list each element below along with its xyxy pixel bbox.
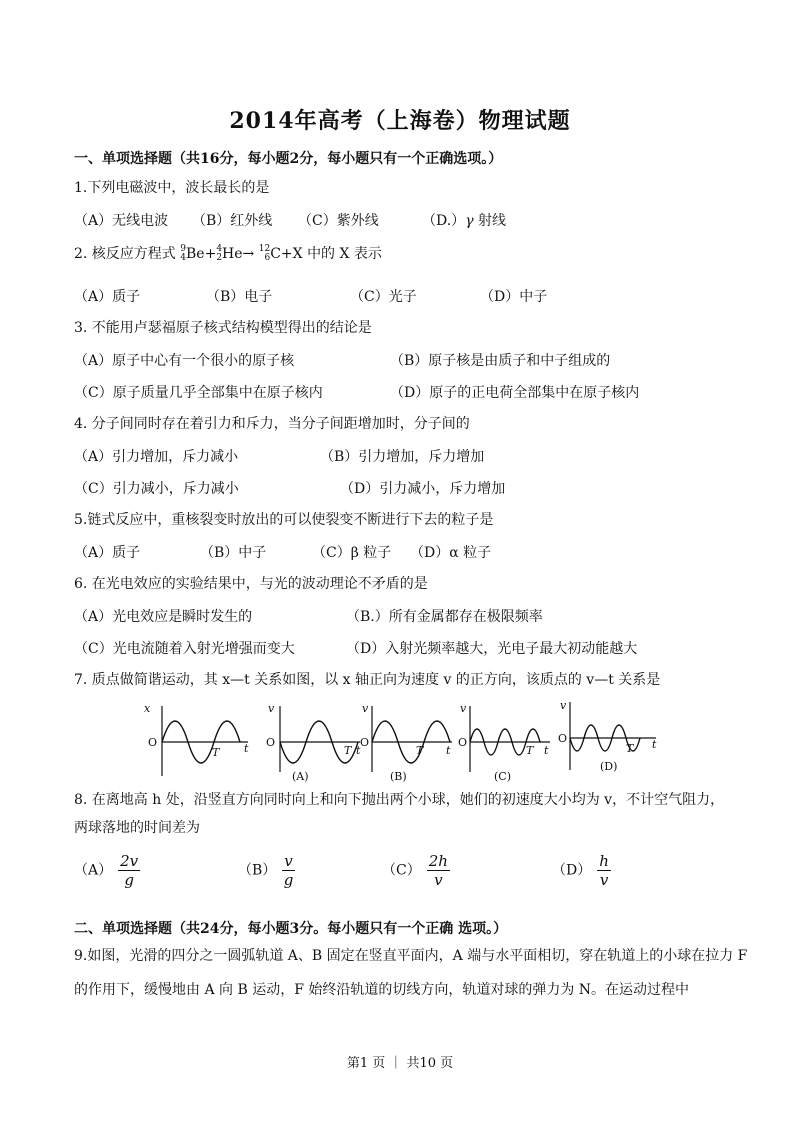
svg-text:O: O — [458, 736, 468, 749]
q7-graph-b — [360, 702, 452, 783]
q8-option-d: （D） $\frac{h}{v}$ — [552, 852, 609, 889]
q5-option-c: （C）β 粒子 — [312, 545, 392, 561]
page-footer: 第1 页 ｜ 共10 页 — [346, 1056, 454, 1071]
page-title: 2014年高考（上海卷）物理试题 — [229, 108, 571, 134]
q3-option-b: （B）原子核是由质子和中子组成的 — [390, 353, 611, 369]
q7-axis-t-label: t — [244, 742, 249, 755]
section-1-heading: 一、单项选择题（共16分，每小题2分，每小题只有一个正确选项。） — [74, 151, 503, 167]
q4-option-d: （D）引力减小，斥力增加 — [340, 481, 506, 497]
q8-option-b: （B） $\frac{v}{g}$ — [238, 852, 294, 889]
q4-option-c: （C）引力减小，斥力减小 — [74, 481, 239, 497]
q6-option-d: （D）入射光频率越大，光电子最大初动能越大 — [346, 641, 638, 657]
question-4-stem: 4. 分子间同时存在着引力和斥力，当分子间距增加时，分子间的 — [74, 416, 470, 432]
q7-graph-a — [266, 702, 361, 783]
q2-option-b: （B）电子 — [206, 289, 273, 305]
svg-text:v: v — [560, 700, 567, 712]
svg-text:t: t — [652, 738, 657, 751]
question-8-line1: 8. 在离地高 h 处，沿竖直方向同时向上和向下抛出两个小球，她们的初速度大小均为 v，不计空气阻力， — [74, 792, 725, 808]
question-8-line2: 两球落地的时间差为 — [74, 820, 200, 836]
q7-label-d: (D) — [600, 760, 618, 773]
q2-option-a: （A）质子 — [74, 289, 141, 305]
q3-option-a: （A）原子中心有一个很小的原子核 — [74, 353, 295, 369]
q7-axis-x-label: x — [144, 702, 151, 715]
q8-option-c: （C） $\frac{2h}{v}$ — [382, 852, 448, 889]
section-2-heading: 二、单项选择题（共24分，每小题3分。每小题只有一个正确 选项。） — [74, 921, 508, 937]
question-6-stem: 6. 在光电效应的实验结果中，与光的波动理论不矛盾的是 — [74, 576, 428, 592]
svg-text:v: v — [460, 702, 467, 715]
svg-text:v: v — [268, 702, 275, 715]
q3-option-d: （D）原子的正电荷全部集中在原子核内 — [390, 385, 640, 401]
q6-option-c: （C）光电流随着入射光增强而变大 — [74, 641, 295, 657]
question-9-line1: 9.如图，光滑的四分之一圆弧轨道 A、B 固定在竖直平面内，A 端与水平面相切，穿在轨道上的小球在拉力 F — [74, 948, 748, 964]
q3-option-c: （C）原子质量几乎全部集中在原子核内 — [74, 385, 323, 401]
q1-option-d: （D.）γ 射线 — [422, 213, 507, 229]
q5-option-a: （A）质子 — [74, 545, 141, 561]
q7-label-b: (B) — [390, 770, 407, 783]
q7-graph-c — [458, 702, 550, 783]
svg-text:t: t — [356, 744, 361, 757]
q7-xt-graph — [144, 702, 249, 776]
q7-label-c: (C) — [494, 770, 511, 783]
svg-text:O: O — [360, 736, 370, 749]
question-9-line2: 的作用下，缓慢地由 A 向 B 运动，F 始终沿轨道的切线方向，轨道对球的弹力为 N。在运动过程中 — [74, 982, 690, 998]
svg-text:v: v — [362, 702, 369, 715]
svg-text:t: t — [544, 744, 549, 757]
q4-option-b: （B）引力增加，斥力增加 — [320, 449, 485, 465]
q6-option-b: （B.）所有金属都存在极限频率 — [346, 609, 543, 625]
q2-option-c: （C）光子 — [350, 289, 417, 305]
q2-option-d: （D）中子 — [480, 289, 548, 305]
svg-text:T: T — [344, 744, 352, 757]
q5-option-d: （D）α 粒子 — [410, 545, 492, 561]
q6-option-a: （A）光电效应是瞬时发生的 — [74, 609, 253, 625]
q7-origin-label: O — [148, 736, 158, 749]
q7-period-label: T — [212, 746, 220, 759]
svg-text:T: T — [416, 744, 424, 757]
q4-option-a: （A）引力增加，斥力减小 — [74, 449, 239, 465]
q5-option-b: （B）中子 — [200, 545, 267, 561]
svg-text:O: O — [558, 732, 568, 745]
svg-text:T: T — [526, 744, 534, 757]
question-3-stem: 3. 不能用卢瑟福原子核式结构模型得出的结论是 — [74, 320, 372, 336]
q7-graphs — [140, 700, 670, 784]
q1-option-c: （C）紫外线 — [298, 213, 379, 229]
question-5-stem: 5.链式反应中，重核裂变时放出的可以使裂变不断进行下去的粒子是 — [74, 512, 494, 528]
q7-graph-d — [558, 700, 657, 773]
q8-option-a: （A） $\frac{2v}{g}$ — [74, 852, 139, 889]
question-7-stem: 7. 质点做简谐运动，其 x—t 关系如图，以 x 轴正向为速度 v 的正方向，该质点的 v—t 关系是 — [74, 672, 661, 688]
q7-label-a: (A) — [292, 770, 309, 783]
svg-text:T: T — [626, 742, 634, 755]
svg-text:O: O — [266, 736, 276, 749]
question-2-stem: 2. 核反应方程式 9 4Be+4 2He→ 12 6C+X 中的 X 表示 — [74, 244, 382, 263]
q1-option-b: （B）红外线 — [192, 213, 273, 229]
q1-option-a: （A）无线电波 — [74, 213, 169, 229]
question-1-stem: 1.下列电磁波中，波长最长的是 — [74, 180, 270, 196]
svg-text:t: t — [446, 744, 451, 757]
